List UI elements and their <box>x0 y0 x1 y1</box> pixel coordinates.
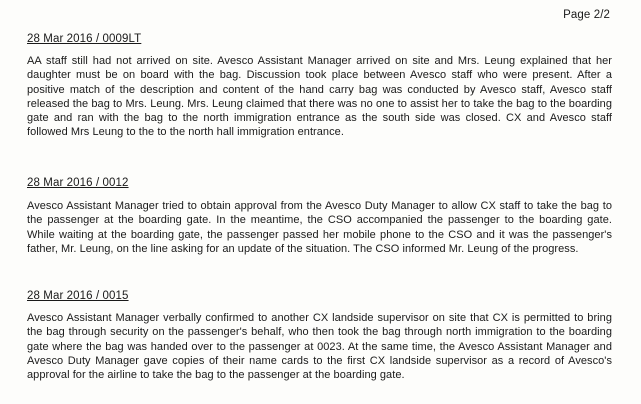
entry-heading-0009: 28 Mar 2016 / 0009LT <box>27 33 142 45</box>
entry-body-0012: Avesco Assistant Manager tried to obtain approval from the Avesco Duty Manager to allow CX staff to take the bag to the passenger at the boarding gate. In the meantime, the CSO accompanied the passenger to the boarding gate. While waiting at the boarding gate, the passenger passed her mobile phone to the CSO and it was the passenger's father, Mr. Leung, on the line asking for an update of the situation. The CSO informed Mr. Leung of the progress. <box>27 200 612 255</box>
entry-body-0015: Avesco Assistant Manager verbally confirmed to another CX landside supervisor on site that CX is permitted to bring the bag through security on the passenger's behalf, who then took the bag through north immigration to the boarding gate where the bag was handed over to the passenger at 0023. At the same time, the Avesco Assistant Manager and Avesco Duty Manager gave copies of their name cards to the first CX landside supervisor as a record of Avesco's approval for the airline to take the bag to the passenger at the boarding gate. <box>27 312 612 382</box>
page-number: Page 2/2 <box>563 9 610 21</box>
entry-heading-0012: 28 Mar 2016 / 0012 <box>27 177 129 189</box>
entry-body-0009: AA staff still had not arrived on site. Avesco Assistant Manager arrived on site and Mrs. Leung explained that her daughter must be on board with the bag. Discussion took place between Avesco staff who were present. After a positive match of the description and content of the hand carry bag was conducted by Avesco staff, Avesco staff released the bag to Mrs. Leung. Mrs. Leung claimed that there was no one to assist her to take the bag to the boarding gate and ran with the bag to the north immigration entrance as the south side was closed. CX and Avesco staff followed Mrs Leung to the to the north hall immigration entrance. <box>27 55 612 139</box>
entry-heading-0015: 28 Mar 2016 / 0015 <box>27 290 129 302</box>
